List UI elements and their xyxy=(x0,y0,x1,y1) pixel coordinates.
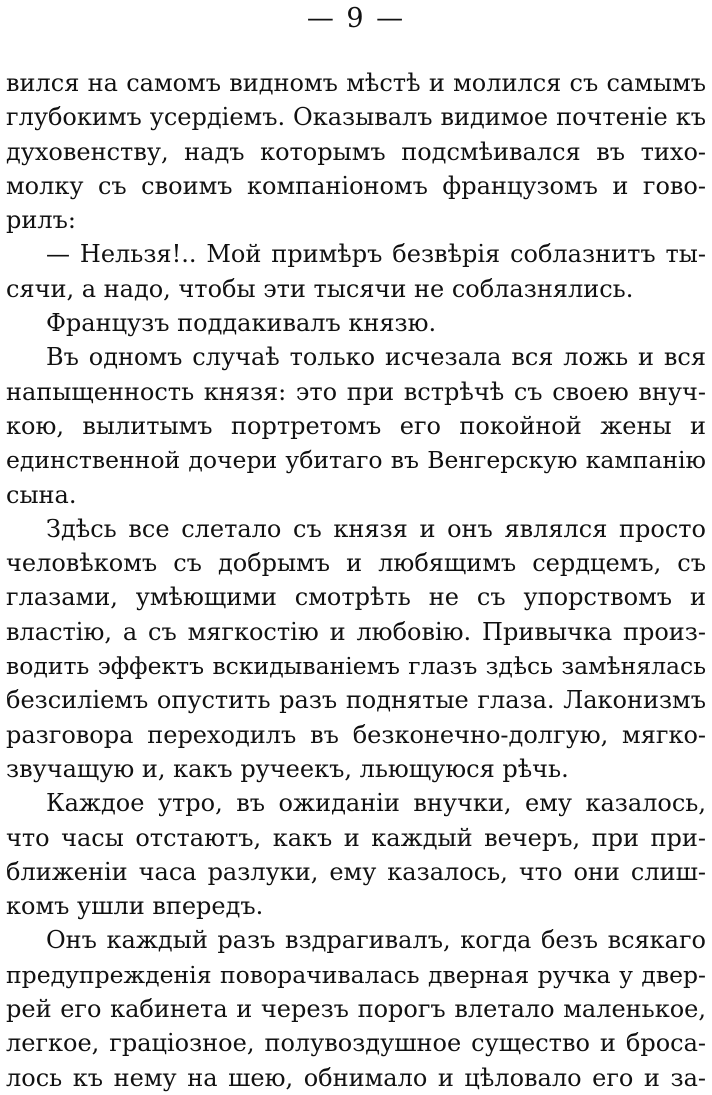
text-line: Каждое утро, въ ожиданіи внучки, ему казалось, xyxy=(46,789,706,818)
text-line: молку съ своимъ компаніономъ французомъ и гово- xyxy=(6,171,706,200)
text-line: рей его кабинета и черезъ порогъ влетало маленькое, xyxy=(6,995,706,1024)
text-line: — Нельзя!.. Мой примѣръ безвѣрія соблазнитъ ты- xyxy=(46,240,706,269)
text-line: сына. xyxy=(6,480,77,509)
text-line: единственной дочери убитаго въ Венгерскую кампанію xyxy=(6,446,706,475)
text-line: Французъ поддакивалъ князю. xyxy=(46,309,437,338)
text-line: вился на самомъ видномъ мѣстѣ и молился съ самымъ xyxy=(6,69,706,97)
text-line: глазами, умѣющими смотрѣть не съ упорствомъ и xyxy=(6,583,706,612)
text-line: человѣкомъ съ добрымъ и любящимъ сердцемъ, съ xyxy=(6,549,706,578)
text-line: напыщенность князя: это при встрѣчѣ съ своею внуч- xyxy=(6,377,706,406)
text-line: что часы отстаютъ, какъ и каждый вечеръ, при при- xyxy=(6,823,706,852)
body-text xyxy=(6,66,706,1095)
text-line: кою, вылитымъ портретомъ его покойной жены и xyxy=(6,411,706,440)
text-line: лось къ нему на шею, обнимало и цѣловало его и за- xyxy=(6,1063,706,1092)
page-number: — 9 — xyxy=(306,3,406,34)
text-line: безсиліемъ опустить разъ поднятые глаза. Лаконизмъ xyxy=(6,686,706,715)
text-line: Въ одномъ случаѣ только исчезала вся ложь и вся xyxy=(46,343,706,372)
text-line: легкое, граціозное, полувоздушное существо и броса- xyxy=(6,1029,706,1058)
text-line: звучащую и, какъ ручеекъ, льющуюся рѣчь. xyxy=(6,754,569,783)
text-line: сячи, а надо, чтобы эти тысячи не соблазнялись. xyxy=(6,274,634,303)
text-line: духовенству, надъ которымъ подсмѣивался въ тихо- xyxy=(6,137,706,166)
text-line: властію, а съ мягкостію и любовію. Привычка произ- xyxy=(6,617,706,646)
text-line: рилъ: xyxy=(6,206,76,235)
text-line: предупрежденія поворачивалась дверная ручка у двер- xyxy=(6,960,706,989)
text-line: водить эффектъ вскидываніемъ глазъ здѣсь замѣнялась xyxy=(6,652,706,681)
text-line: Здѣсь все слетало съ князя и онъ являлся просто xyxy=(46,514,706,543)
text-line: Онъ каждый разъ вздрагивалъ, когда безъ всякаго xyxy=(46,926,706,955)
text-line: ближеніи часа разлуки, ему казалось, что они слиш- xyxy=(6,857,706,886)
text-line: комъ ушли впередъ. xyxy=(6,892,264,921)
text-line: разговора переходилъ въ безконечно-долгую, мягко- xyxy=(6,720,706,749)
text-line: глубокимъ усердіемъ. Оказывалъ видимое почтеніе къ xyxy=(6,103,706,132)
